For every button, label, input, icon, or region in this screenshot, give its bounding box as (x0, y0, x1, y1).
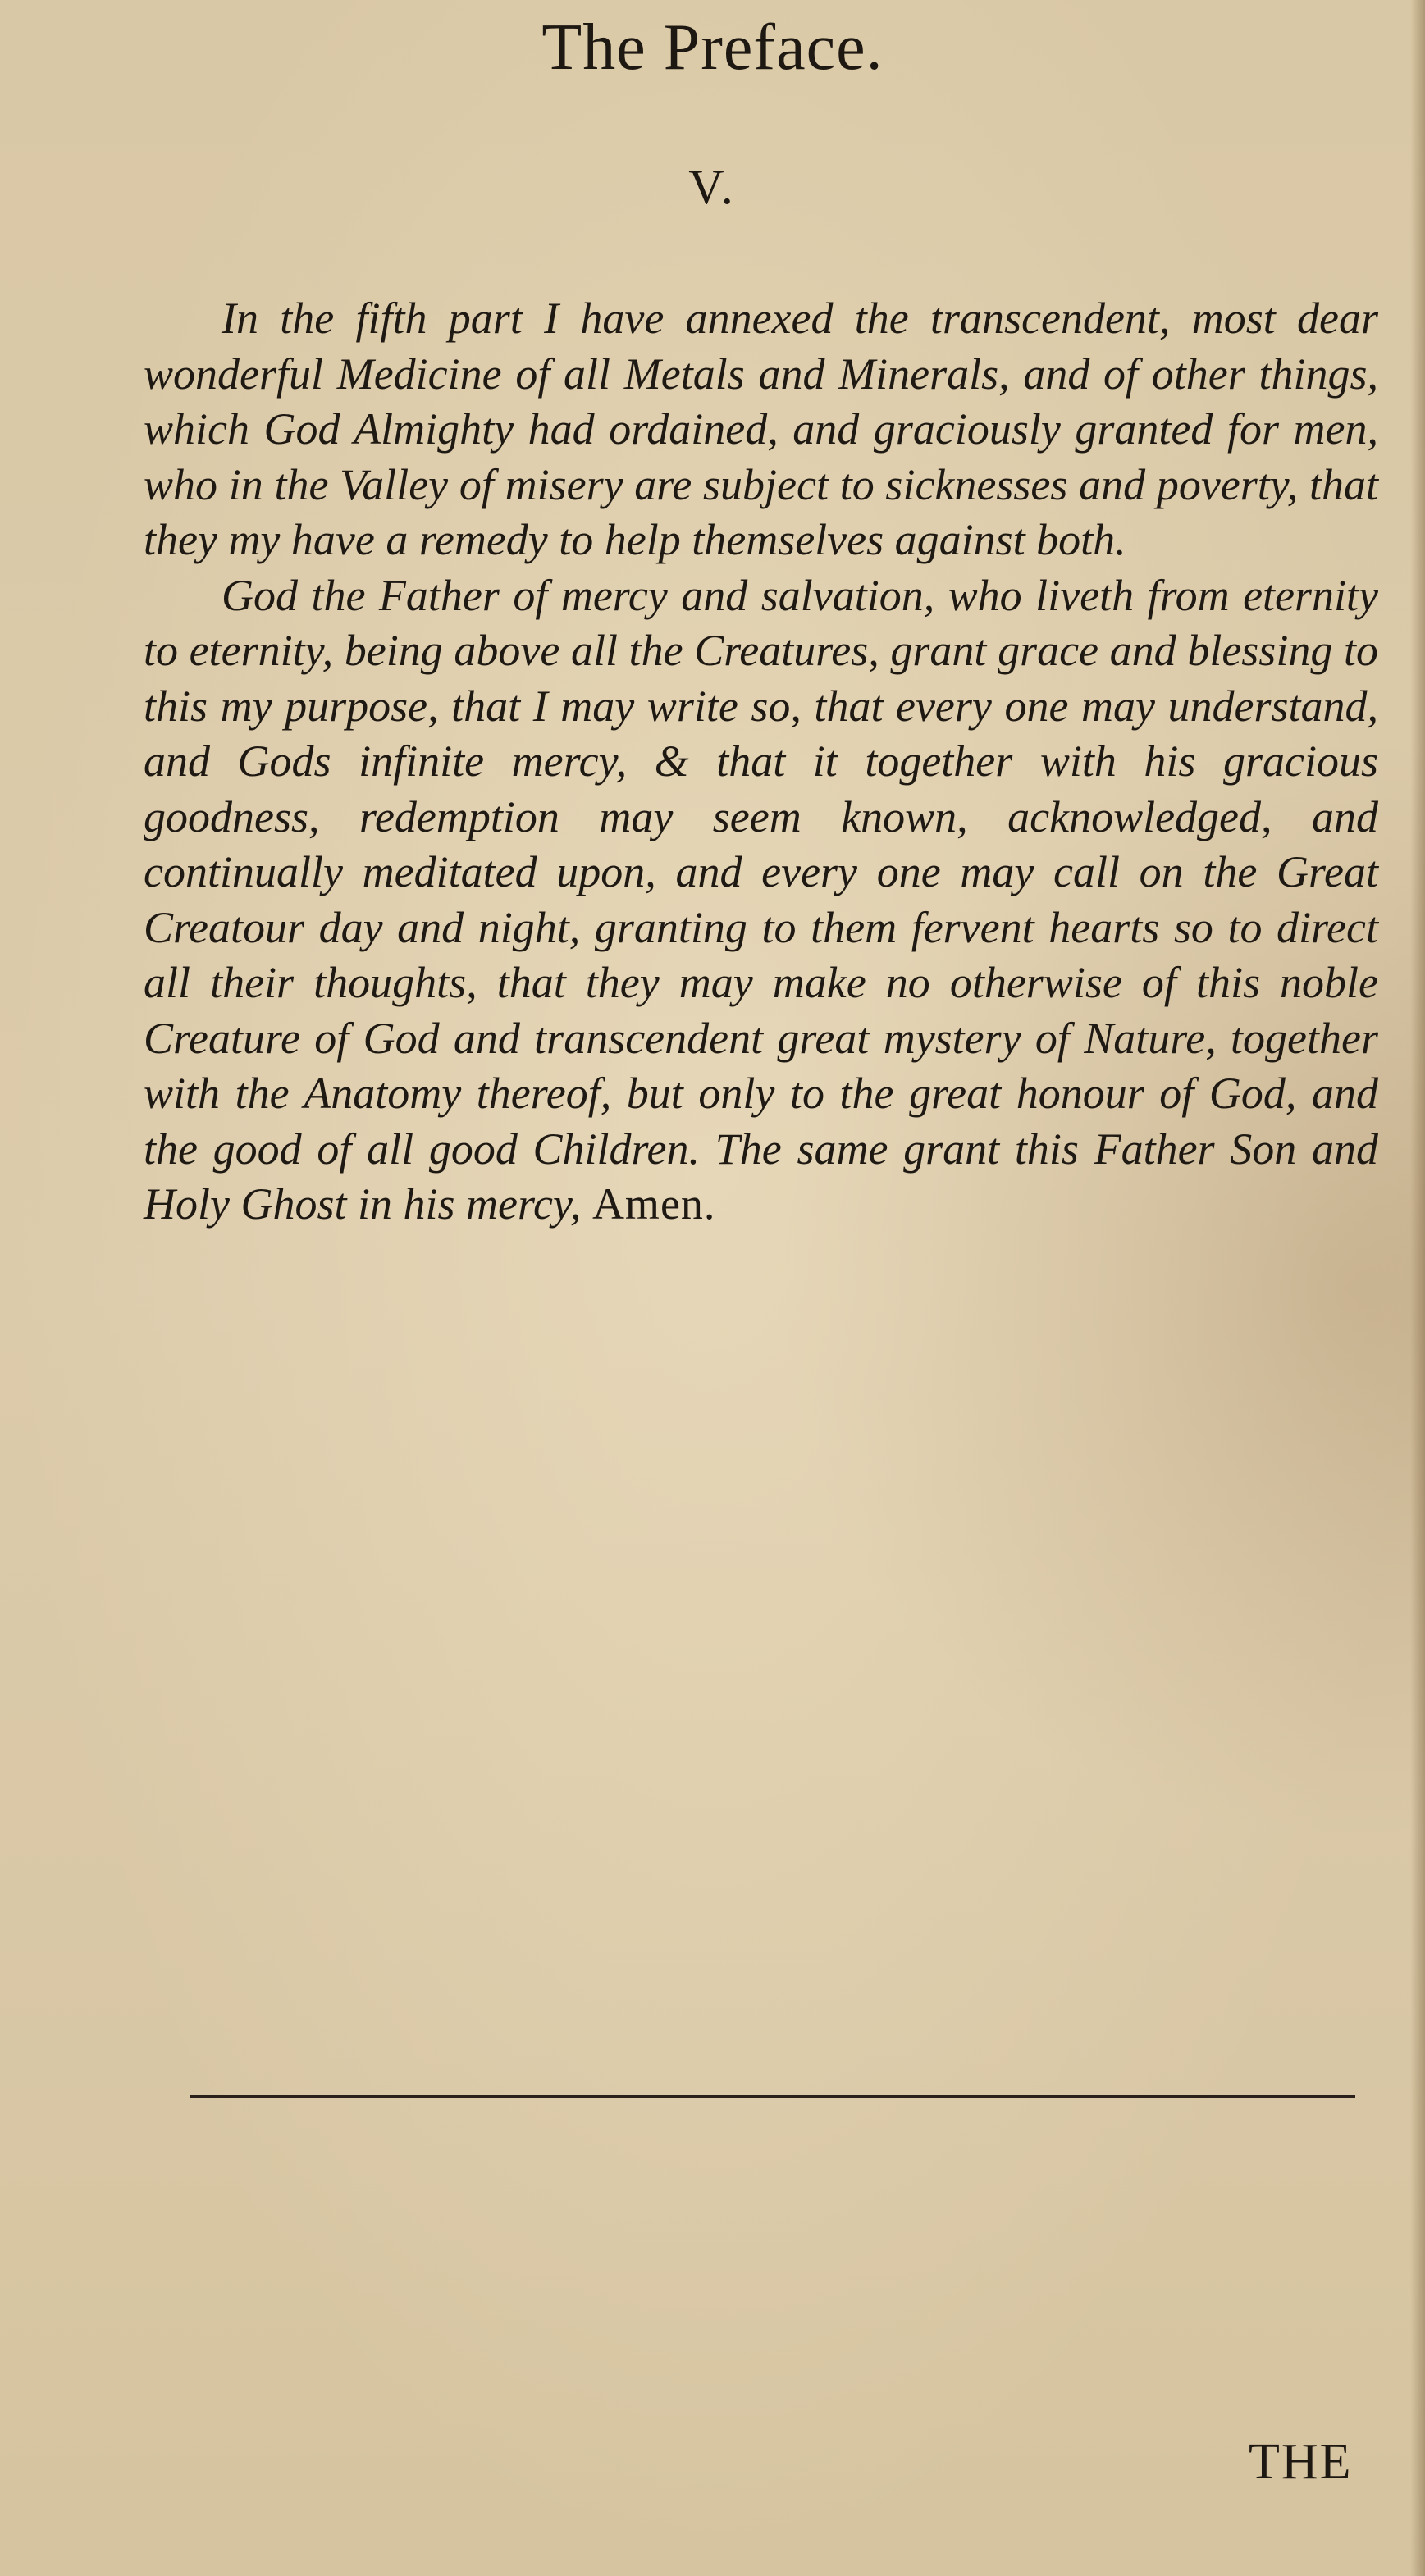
catchword: THE (1249, 2434, 1353, 2490)
preface-body (144, 291, 1378, 1233)
paragraph-fifth-part: In the fifth part I have annexed the transcendent, most dear wonderful Medicine of all Metals and Minerals, and of other things, which God Almighty had ordained, and graciously granted for men, who in the Valley of misery are subject to sicknesses and poverty, that they my have a remedy to help themselves against both. (144, 294, 1378, 564)
page-edge-shadow (1410, 0, 1425, 2576)
paragraph-prayer-text: God the Father of mercy and salvation, who liveth from eternity to eternity, being above all the Creatures, grant grace and blessing to this my purpose, that I may write so, that every one may understand, and Gods infinite mercy, & that it together with his gracious goodness, redemption may seem known, acknowledged, and continually meditated upon, and every one may call on the Great Creatour day and night, granting to them fervent hearts so to direct all their thoughts, that they may make no otherwise of this noble Creature of God and transcendent great mystery of Nature, together with the Anatomy thereof, but only to the great honour of God, and the good of all good Children. The same grant this Father Son and Holy Ghost in his mercy, (144, 570, 1378, 1229)
section-number: V. (688, 160, 737, 214)
running-head: The Preface. (541, 11, 884, 84)
paragraph-prayer (144, 568, 1378, 1233)
amen-closing: Amen. (591, 1179, 716, 1229)
horizontal-rule (190, 2095, 1355, 2098)
